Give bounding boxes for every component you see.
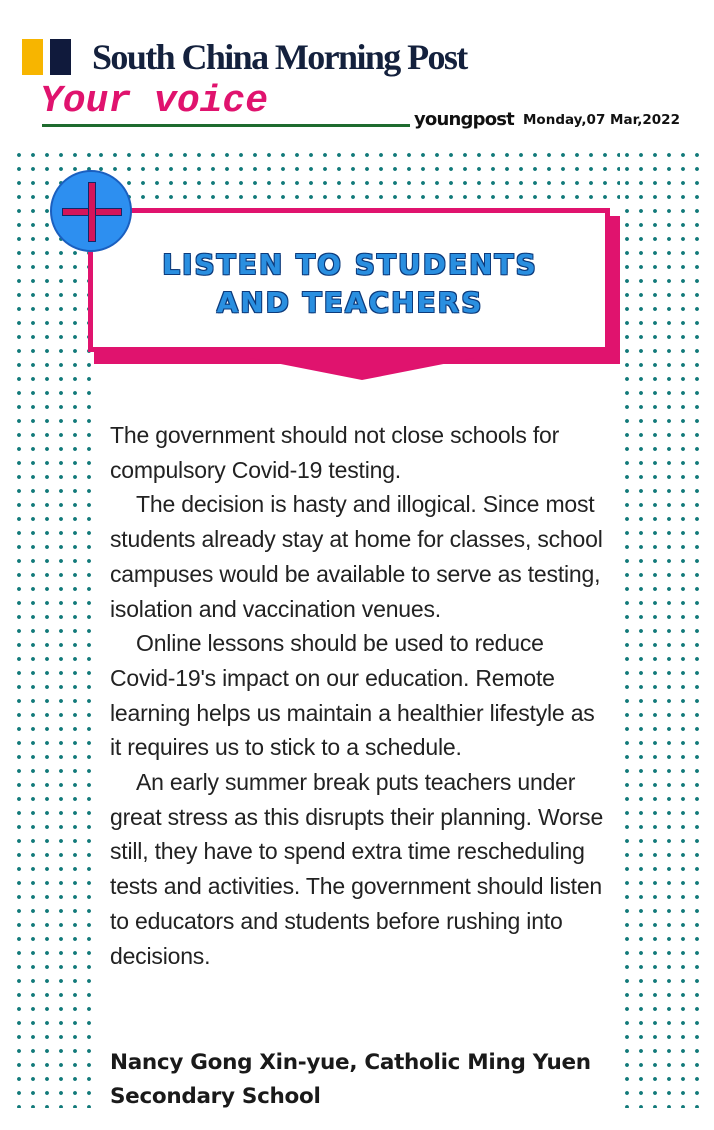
section-title: Your voice [40, 80, 269, 123]
dot-pattern-top [94, 148, 620, 202]
headline-pointer [250, 358, 474, 380]
paragraph: The government should not close schools for compulsory Covid-19 testing. [110, 422, 560, 483]
headline: LISTEN TO STUDENTS AND TEACHERS [162, 248, 538, 319]
paragraph: An early summer break puts teachers under great stress as this disrupts their planning. Worse still, they have to spend extra time rescheduling tests and activities. The government should listen to educators and students before rushing into decisions. [110, 769, 604, 969]
byline: Nancy Gong Xin-yue, Catholic Ming Yuen Secondary School [110, 1050, 591, 1109]
section-rule [42, 124, 410, 127]
plus-icon [50, 170, 132, 252]
logo-bar-yellow [22, 39, 43, 75]
publication-date: Monday,07 Mar,2022 [523, 112, 680, 128]
paragraph: Online lessons should be used to reduce Covid-19's impact on our education. Remote learning helps us maintain a healthier lifestyle as it requires us to stick to a schedule. [110, 630, 595, 761]
logo-bar-navy [50, 39, 71, 75]
article-body [110, 418, 610, 973]
paragraph: The decision is hasty and illogical. Since most students already stay at home for classes, school campuses would be available to serve as testing, isolation and vaccination venues. [110, 491, 603, 622]
youngpost-brand: youngpost [414, 109, 514, 130]
masthead [22, 36, 702, 76]
publication-title: South China Morning Post [92, 37, 467, 77]
dot-pattern-right [620, 148, 702, 1108]
dot-pattern-left [12, 148, 94, 1108]
